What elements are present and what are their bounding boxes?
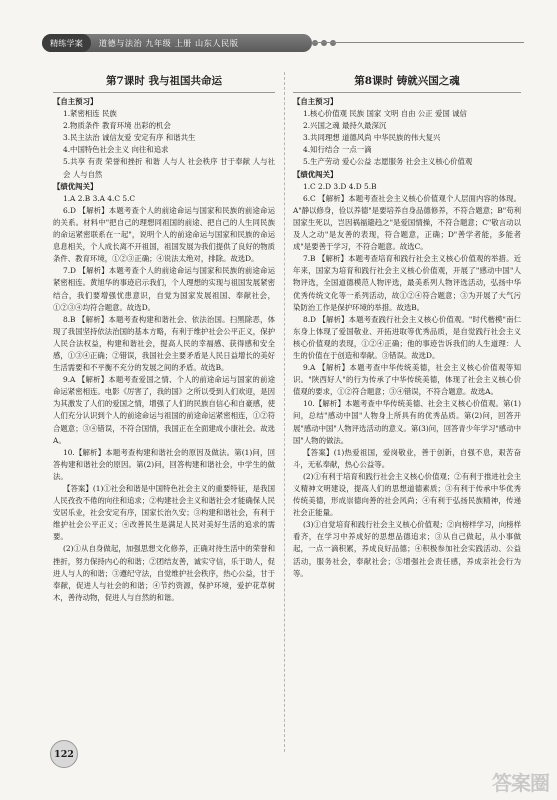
left-line: 9.A 【解析】本题考查爱国之情、个人的前途命运与国家的前途命运紧密相连。电影《厉害了，我的国》之所以受到人们欢迎，是因为其激发了人们的爱国之情，增强了人们的民族自信心和自豪感，使人们充分认识到个人的前途命运与祖国的前途命运紧密相连，①②符合题意；③④错误，不符合国情，我国正在全面建成小康社会。故选A。 xyxy=(53,375,275,445)
right-line: (3)①自觉培育和践行社会主义核心价值观；②向榜样学习，向榜样看齐，在学习中养成好的思想品德追求；③从自己做起，从小事做起，一点一滴积累，养成良好品德；④积极参加社会实践活动、公益活动，服务社会，奉献社会；⑤增强社会责任感，养成亲社会行为等。 xyxy=(293,520,521,578)
right-line: 7.B 【解析】本题考查培育和践行社会主义核心价值观的举措。近年来，国家为培育和践行社会主义核心价值观，开展了"感动中国"人物评选，全国道德模范人物评选，最美系列人物评选活动，弘扬中华优秀传统文化等一系列活动，故①②④符合题意；③为开展了大气污染防治工作是保护环境的举措。故选B。 xyxy=(293,254,521,312)
right-line: 5.生产劳动 爱心公益 志愿服务 社会主义核心价值观 xyxy=(303,157,473,167)
right-line: 8.D 【解析】本题考查践行社会主义核心价值观。"时代楷模"南仁东身上体现了爱国敬业、开拓进取等优秀品质，是自觉践行社会主义核心价值观的表现，①②④正确；他的事迹告诉我们的人生道理：人生的价值在于创造和奉献。③错误。故选D。 xyxy=(293,314,521,360)
left-line: 8.B 【解析】本题考查构建和谐社会、依法治国。扫黑除恶，体现了我国坚持依法治国的基本方略，有利于维护社会公平正义，保护人民合法权益，构建和谐社会，提高人民的幸福感、获得感和安全感，①③④正确；②错误，我国社会主要矛盾是人民日益增长的美好生活需要和不平衡不充分的发展之间的矛盾。故选B。 xyxy=(53,314,275,373)
right-line: 6.C 【解析】本题考查社会主义核心价值观个人层面内容的体现。A"静以修身，俭以养德"是要培养自身品德修养，不符合题意；B"苟利国家生死以，岂因祸福避趋之"是爱国情操，不符合题意；C"敬言动以及人之动"是友善的表现，符合题意，正确；D"善学者能，多能者成"是要善于学习，不符合题意。故选C。 xyxy=(293,193,521,252)
header-rule xyxy=(312,42,524,43)
column-divider xyxy=(284,72,285,752)
right-lesson-title: 第8课时 铸就兴国之魂 xyxy=(354,75,460,87)
left-line: 2.物质条件 教育环境 出彩的机会 xyxy=(63,121,171,131)
right-line: 【绩优闯关】 xyxy=(293,169,338,179)
right-line: 【答案】(1)热爱祖国，爱岗敬业，善于创新，自强不息，艰苦奋斗，无私奉献，热心公益等。 xyxy=(293,447,521,469)
left-column-body xyxy=(53,96,275,604)
right-line: 10.【解析】本题考查中华传统美德、社会主义核心价值观。第(1)问，总结"感动中国"人物身上所具有的优秀品质。第(2)问，回答开展"感动中国"人物评选活动的意义。第(3)问，回答青少年学习"感动中国"人物的做法。 xyxy=(293,399,521,445)
page-number: 122 xyxy=(50,740,78,768)
left-title-rule xyxy=(53,92,275,93)
right-line: 9.A 【解析】本题考查中华传统美德，社会主义核心价值观等知识。"陕西好人"的行为传承了中华传统美德，体现了社会主义核心价值观的要求，①②符合题意；③④错误，不符合题意。故选A。 xyxy=(293,363,521,397)
left-line: 1.A 2.B 3.A 4.C 5.C xyxy=(63,193,136,203)
right-line: 4.知行结合 一点一滴 xyxy=(303,145,372,155)
left-line: 5.共享 有责 荣誉和挫折 和谐 人与人 社会秩序 甘于奉献 人与社会 人与自然 xyxy=(63,157,275,179)
right-line: 【自主预习】 xyxy=(293,97,338,106)
left-line: (2)①从自身做起，加强思想文化修养，正确对待生活中的荣誉和挫折，努力保持内心的和谐；②团结友善，诚实守信，乐于助人，促进人与人的和谐；③遵纪守法，自觉维护社会秩序，热心公益，甘于奉献，促进人与社会的和谐；④节约资源，保护环境，爱护花草树木，善待动物，促进人与自然的和谐。 xyxy=(53,544,275,602)
left-line: 1.紧密相连 民族 xyxy=(63,109,117,119)
left-line: 【答案】(1)①社会和谐是中国特色社会主义的重要特征，是我国人民孜孜不倦的向往和追求；②构建社会主义和谐社会才能确保人民安居乐业，社会安定有序，国家长治久安；③构建和谐社会，有利于维护社会公平正义；④改善民生是满足人民对美好生活的追求的需要。 xyxy=(53,484,275,542)
right-line: 1.C 2.D 3.D 4.D 5.B xyxy=(303,181,377,191)
right-line: 3.共同理想 道德风尚 中华民族的伟大复兴 xyxy=(303,133,441,143)
left-line: 7.D 【解析】本题考查个人的前途命运与国家和民族的前途命运紧密相连。黄旭华的事迹启示我们，个人理想的实现与祖国发展紧密结合，我们要增强忧患意识，自觉为国家发展祖国、奉献社会，①②③④均符合题意。故选D。 xyxy=(53,266,275,312)
left-line: 10.【解析】本题考查构建和谐社会的原因及做法。第(1)问，回答构建和谐社会的原因。第(2)问，回答构建和谐社会，中学生的做法。 xyxy=(53,447,275,481)
left-line: 4.中国特色社会主义 向往和追求 xyxy=(63,145,169,155)
right-line: 1.核心价值观 民族 国家 文明 自由 公正 爱国 诚信 xyxy=(303,109,467,119)
right-column-body xyxy=(293,96,521,580)
header-tag: 精练学案 xyxy=(42,34,91,52)
left-line: 6.D 【解析】本题考查个人的前途命运与国家和民族的前途命运的关系。材料中"把自己的理想同祖国的前途、把自己的人生同民族的命运紧密联系在一起"，说明个人的前途命运与国家和民族的命运息息相关，个人成长离不开祖国，祖国发展为我们提供了良好的物质条件、教育环境，①②③正确；④说法太绝对，排除。故选D。 xyxy=(53,205,275,264)
left-line: 3.民主法治 诚信友爱 安定有序 和谐共生 xyxy=(63,133,196,143)
right-line: (2)①有利于培育和践行社会主义核心价值观；②有利于推进社会主义精神文明建设，提高人们的思想道德素质；③有利于传承中华优秀传统美德，形成崇德向善的社会风尚；④有利于弘扬民族精神，传递社会正能量。 xyxy=(293,471,521,518)
right-line: 2.兴国之魂 最持久最深沉 xyxy=(303,121,387,131)
left-column xyxy=(53,74,275,604)
watermark: 答案圈 xyxy=(492,771,549,795)
running-header xyxy=(42,34,312,52)
header-subtitle: 道德与法治 九年级 上册 山东人民版 xyxy=(98,38,239,48)
left-line: 【绩优闯关】 xyxy=(53,181,98,191)
left-line: 【自主预习】 xyxy=(53,97,98,106)
left-lesson-title: 第7课时 我与祖国共命运 xyxy=(106,75,222,87)
right-column xyxy=(293,74,521,580)
right-title-rule xyxy=(293,92,521,93)
